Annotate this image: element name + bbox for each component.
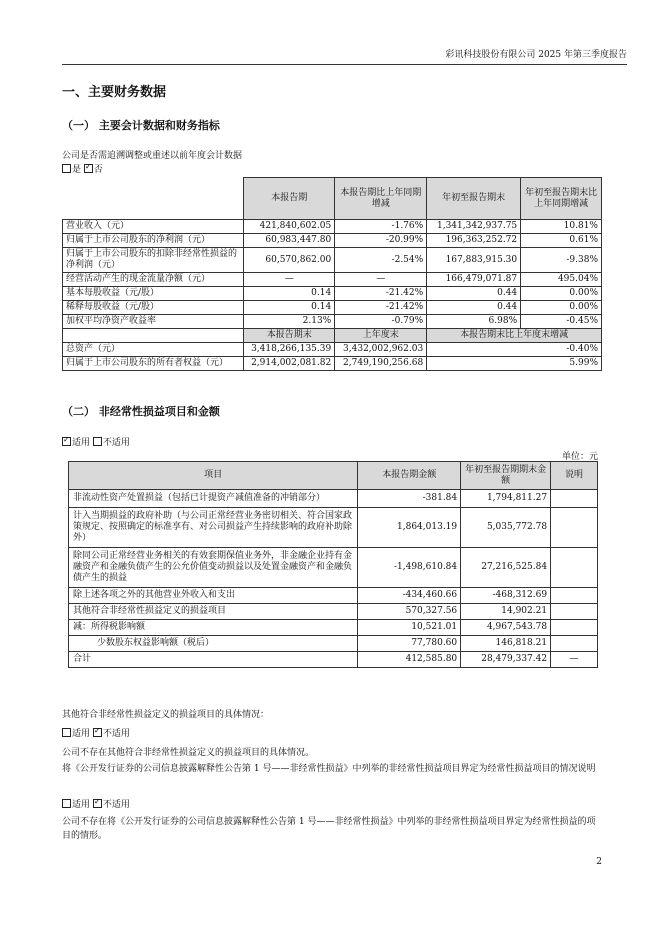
cell: -381.84 [358,490,461,508]
cell: 2.13% [244,315,335,329]
row-label: 总资产（元） [63,343,244,357]
cell: 5.99% [427,357,602,371]
applicable-options [62,435,130,448]
cell: 60,983,447.80 [244,234,335,248]
row-label: 非流动性资产处置损益（包括已计提资产减值准备的冲销部分） [69,490,358,508]
cell: 0.44 [427,301,521,315]
cell: 10,521.01 [358,620,461,636]
table-row [69,604,598,620]
cell: 2,914,002,081.82 [244,357,335,371]
option-not-applicable-label: 不适用 [102,438,130,448]
cell: 14,902.21 [461,604,551,620]
table-row [63,248,602,273]
cell: 5,035,772.78 [461,508,551,548]
section-title: 一、主要财务数据 [62,85,167,100]
note-options-1 [62,726,130,739]
cell: 0.44 [427,287,521,301]
table-row [63,315,602,329]
cell: 27,216,525.84 [461,548,551,588]
cell: -21.42% [335,287,427,301]
table-row [63,287,602,301]
option-not-applicable-label: 不适用 [102,800,130,810]
cell: 166,479,071.87 [427,273,521,287]
checkbox-not-applicable-2[interactable] [93,728,102,737]
row-label: 归属于上市公司股东的所有者权益（元） [63,357,244,371]
note-no-other-items: 公司不存在其他符合非经常性损益定义的损益项目的具体情况。 [62,748,315,758]
table-row [63,220,602,234]
cell: -0.45% [521,315,602,329]
cell: 10.81% [521,220,602,234]
table-corner [63,329,244,343]
col-header: 本报告期比上年同期增减 [335,178,427,220]
table-row [69,490,598,508]
cell: 167,883,915.30 [427,248,521,273]
table-row [63,343,602,357]
col-header: 本报告期金额 [358,462,461,490]
option-applicable-label: 适用 [72,729,91,739]
report-header: 彩讯科技股份有限公司 2025 年第三季度报告 [445,50,627,60]
cell: 6.98% [427,315,521,329]
cell: 4,967,543.78 [461,620,551,636]
cell [551,508,598,548]
cell: -468,312.69 [461,588,551,604]
row-label: 其他符合非经常性损益定义的损益项目 [69,604,358,620]
option-yes-label: 是 [72,165,82,175]
note-no-reclassification: 公司不存在将《公开发行证券的公司信息披露解释性公告第 1 号——非经常性损益》中列举的非经常性损益项目界定为经常性损益的项目的情形。 [62,817,596,841]
cell: 3,418,266,135.39 [244,343,335,357]
note-other-items: 其他符合非经常性损益定义的损益项目的具体情况： [62,710,270,720]
cell: 0.61% [521,234,602,248]
col-header: 年初至报告期末 [427,178,521,220]
col-header: 年初至报告期末比上年同期增减 [521,178,602,220]
option-applicable-label: 适用 [72,800,91,810]
checkbox-applicable-3[interactable] [62,799,71,808]
table-row [63,273,602,287]
cell: -1,498,610.84 [358,548,461,588]
cell: 3,432,002,962.03 [335,343,427,357]
table-row [63,301,602,315]
cell: 495.04% [521,273,602,287]
checkbox-no[interactable] [84,164,93,173]
cell: 0.14 [244,287,335,301]
cell [551,548,598,588]
cell: -20.99% [335,234,427,248]
col-header: 本报告期末 [244,329,335,343]
col-header: 说明 [551,462,598,490]
cell: 28,479,337.42 [461,652,551,668]
subsection-title-2: （二） 非经常性损益项目和金额 [62,405,220,418]
col-header: 项目 [69,462,358,490]
cell [551,490,598,508]
row-label: 计入当期损益的政府补助（与公司正常经营业务密切相关、符合国家政策规定、按照确定的标准享有、对公司损益产生持续影响的政府补助除外） [69,508,358,548]
table-corner [63,178,244,220]
row-label: 归属于上市公司股东的净利润（元） [63,234,244,248]
note-options-2 [62,797,130,810]
cell: -9.38% [521,248,602,273]
row-label: 除同公司正常经营业务相关的有效套期保值业务外，非金融企业持有金融资产和金融负债产生的公允价值变动损益以及处置金融资产和金融负债产生的损益 [69,548,358,588]
row-label: 经营活动产生的现金流量净额（元） [63,273,244,287]
cell [551,588,598,604]
cell: 0.00% [521,287,602,301]
unit-label: 单位：元 [561,452,598,462]
table-row [63,234,602,248]
financial-indicators-table [62,177,602,371]
checkbox-not-applicable-3[interactable] [93,799,102,808]
non-recurring-items-table [68,461,598,668]
cell: 196,363,252.72 [427,234,521,248]
row-label: 稀释每股收益（元/股） [63,301,244,315]
cell: 146,818.21 [461,636,551,652]
cell: -1.76% [335,220,427,234]
cell: -21.42% [335,301,427,315]
cell: -2.54% [335,248,427,273]
header-divider [62,64,627,65]
cell: — [335,273,427,287]
checkbox-not-applicable[interactable] [93,437,102,446]
cell: -0.40% [427,343,602,357]
table-row [69,508,598,548]
col-header: 上年度末 [335,329,427,343]
checkbox-applicable-2[interactable] [62,728,71,737]
row-label: 少数股东权益影响额（税后） [69,636,358,652]
cell [551,620,598,636]
col-header: 本报告期末比上年度末增减 [427,329,602,343]
table-row [69,652,598,668]
row-label: 除上述各项之外的其他营业外收入和支出 [69,588,358,604]
row-label: 归属于上市公司股东的扣除非经常性损益的净利润（元） [63,248,244,273]
cell: 421,840,602.05 [244,220,335,234]
cell: 570,327.56 [358,604,461,620]
cell: 1,794,811.27 [461,490,551,508]
cell: 1,864,013.19 [358,508,461,548]
cell: 77,780.60 [358,636,461,652]
option-not-applicable-label: 不适用 [102,729,130,739]
cell: 60,570,862.00 [244,248,335,273]
note-reclassification: 将《公开发行证券的公司信息披露解释性公告第 1 号——非经常性损益》中列举的非经常性损益项目界定为经常性损益项目的情况说明 [62,764,596,774]
cell: -0.79% [335,315,427,329]
table-row [69,620,598,636]
option-no-label: 否 [93,165,103,175]
cell: 0.14 [244,301,335,315]
cell: — [244,273,335,287]
row-label: 加权平均净资产收益率 [63,315,244,329]
page-number: 2 [596,857,602,867]
checkbox-applicable[interactable] [62,437,71,446]
cell: 412,585.80 [358,652,461,668]
cell: -434,460.66 [358,588,461,604]
subsection-title-1: （一） 主要会计数据和财务指标 [62,119,220,132]
row-label: 减：所得税影响额 [69,620,358,636]
col-header: 年初至报告期期末金额 [461,462,551,490]
table-row [69,636,598,652]
table-row [69,588,598,604]
row-label: 基本每股收益（元/股） [63,287,244,301]
col-header: 本报告期 [244,178,335,220]
table-row [69,548,598,588]
cell: — [551,652,598,668]
cell [551,604,598,620]
restate-question: 公司是否需追溯调整或重述以前年度会计数据 [62,151,243,161]
cell: 2,749,190,256.68 [335,357,427,371]
cell [551,636,598,652]
row-label: 合计 [69,652,358,668]
cell: 1,341,342,937.75 [427,220,521,234]
cell: 0.00% [521,301,602,315]
row-label: 营业收入（元） [63,220,244,234]
checkbox-yes[interactable] [62,164,71,173]
restate-options [62,162,103,175]
table-row [63,357,602,371]
option-applicable-label: 适用 [72,438,91,448]
